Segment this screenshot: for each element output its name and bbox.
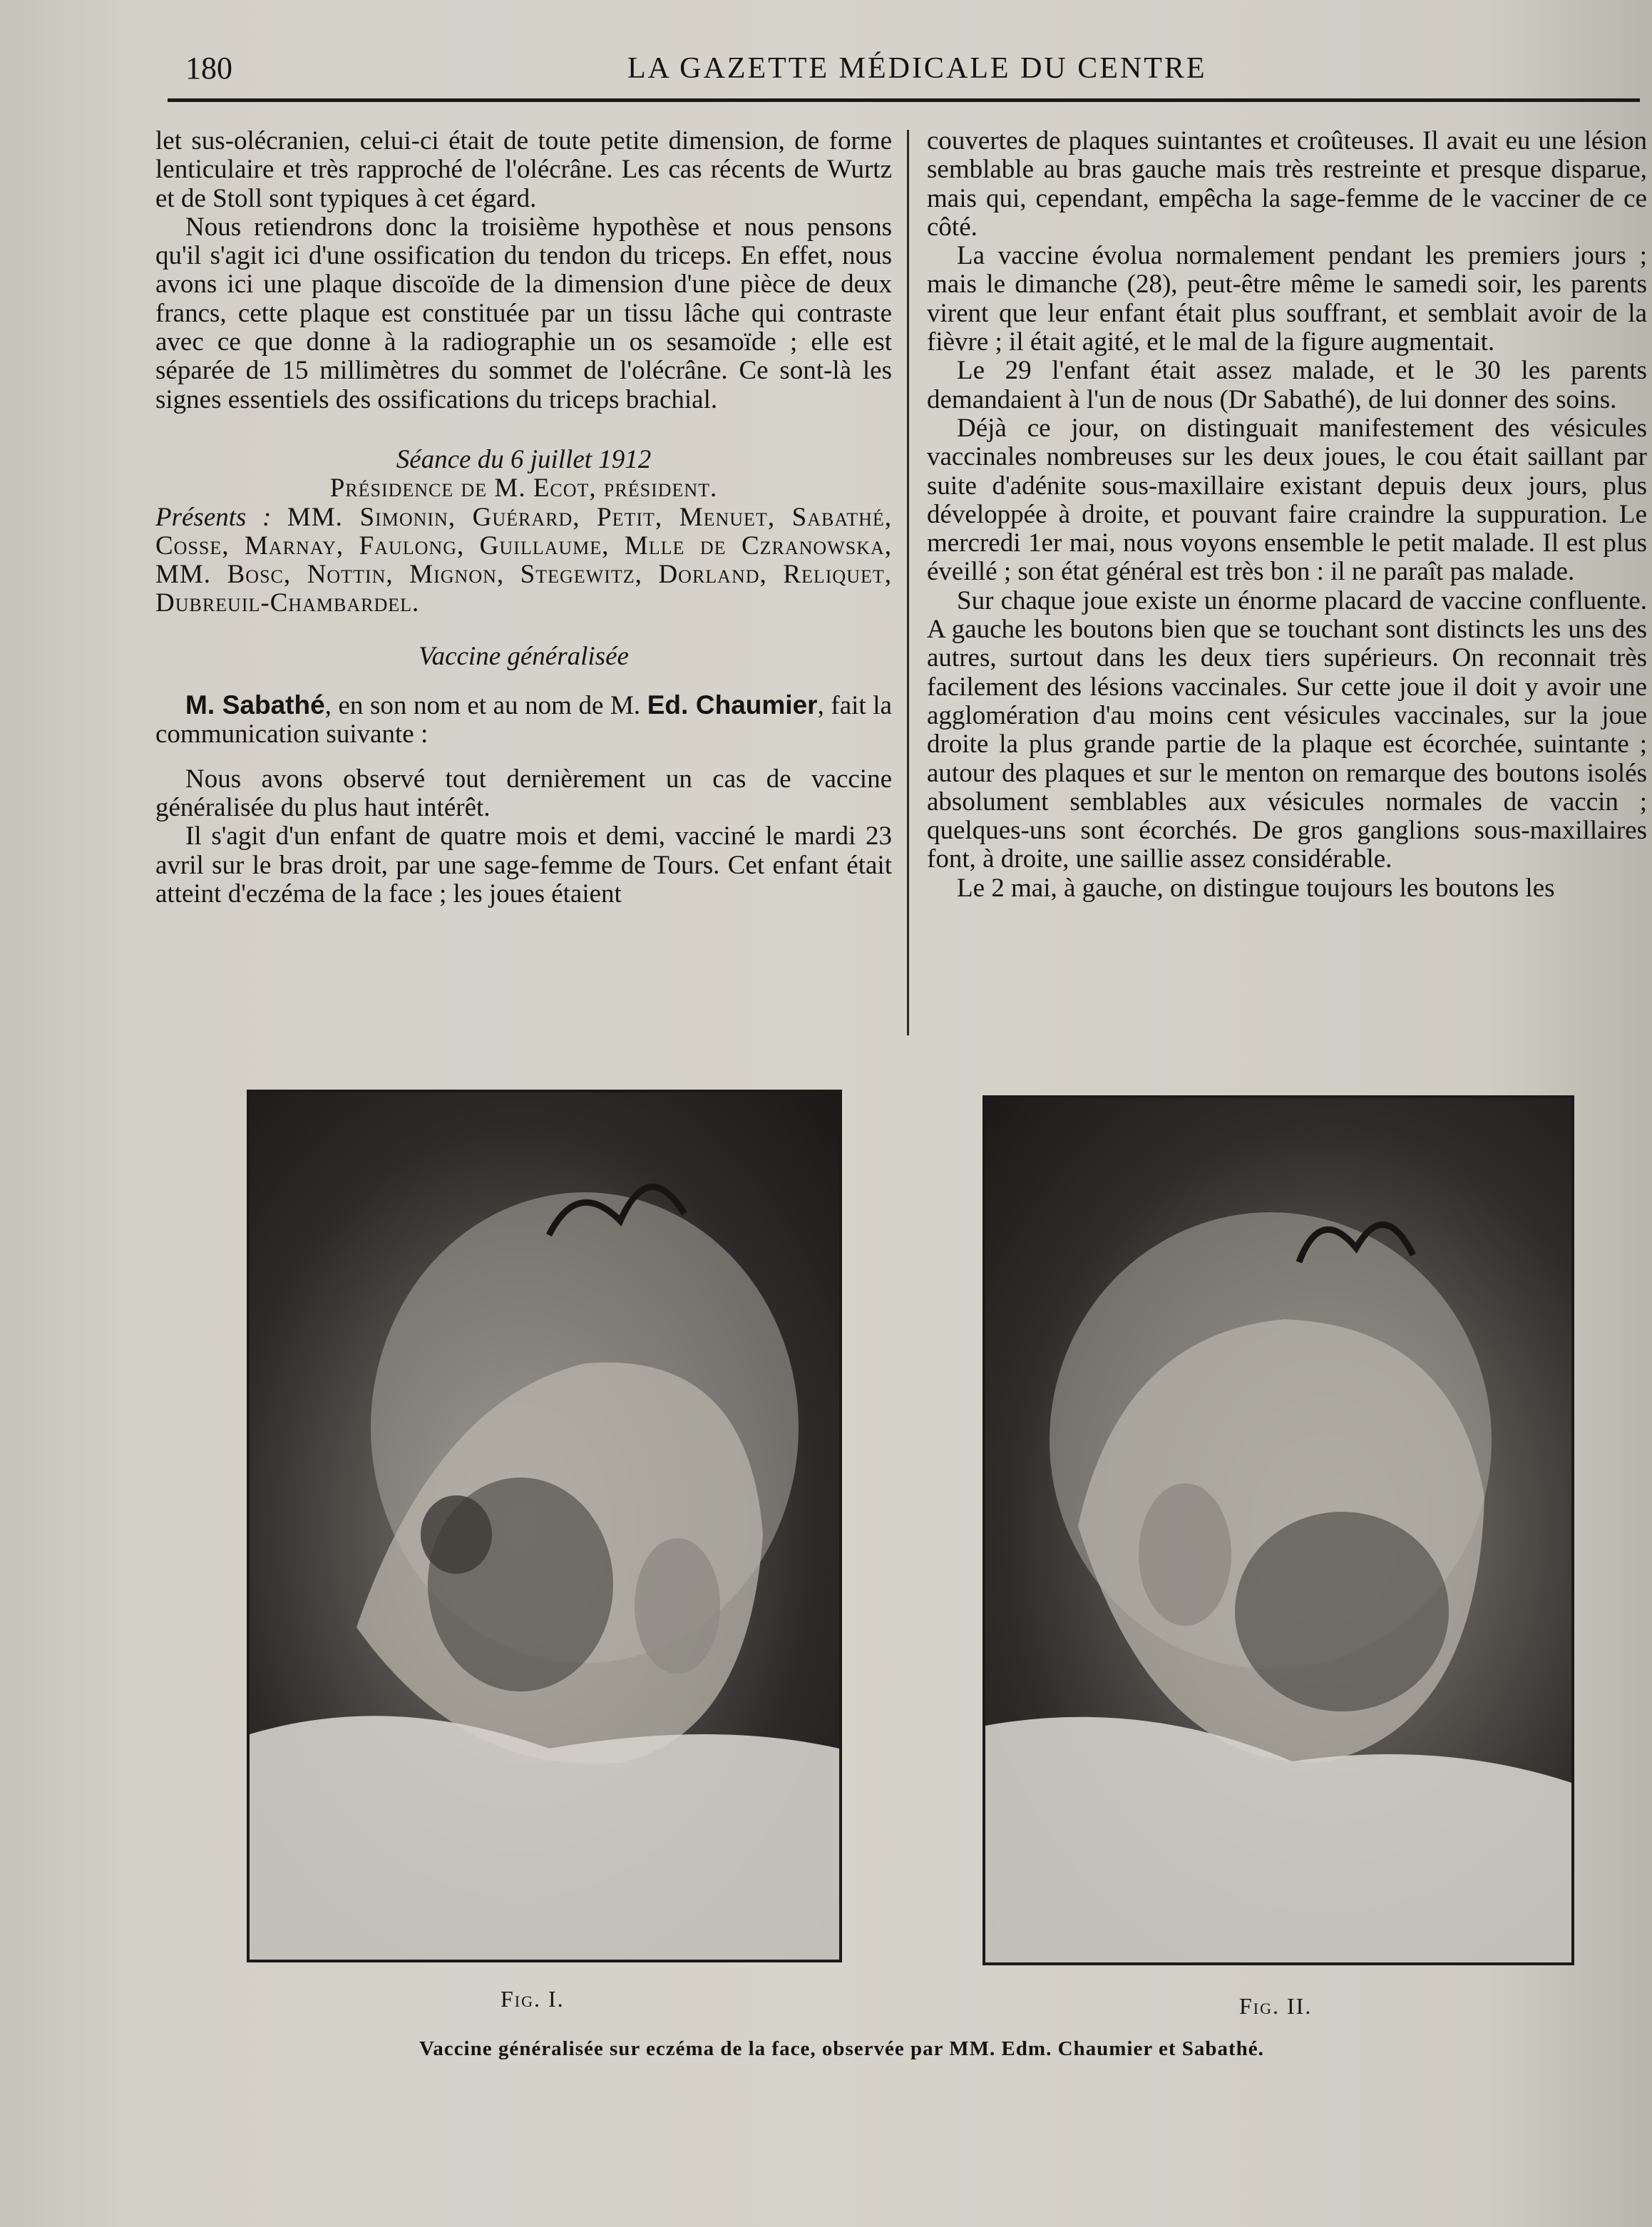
figure-2-label: Fig. II. [1239,1993,1313,2019]
paragraph: couvertes de plaques suintantes et croûteuses. Il avait eu une lésion semblable au bras gauche mais très restreinte et presque disparue, mais qui, cependant, empêcha la sage-femme de le vacciner de ce côté. [927,126,1647,242]
communication-intro [155,691,892,749]
figure-caption: Vaccine généralisée sur eczéma de la face, observée par MM. Edm. Chaumier et Sabathé. [419,2037,1264,2060]
right-column [927,127,1647,903]
intro-text: , en son nom et au nom de M. [324,691,647,721]
column-divider [907,130,909,1035]
running-title: LA GAZETTE MÉDICALE DU CENTRE [627,52,1207,85]
paragraph: Il s'agit d'un enfant de quatre mois et demi, vacciné le mardi 23 avril sur le bras droit, par une sage-femme de Tours. Cet enfant était atteint d'eczéma de la face ; les joues étaient [155,821,892,908]
paragraph: Sur chaque joue existe un énorme placard de vaccine confluente. A gauche les boutons bien que se touchant sont distincts les uns des autres, surtout dans les deux tiers supérieurs. On reconnait très facilement des lésions vaccinales. Sur cette joue il doit y avoir une agglomération d'au moins cent vésicules vaccinales, sur la joue droite la plus grande partie de la plaque est écorchée, suintante ; autour des plaques et sur le menton on remarque des boutons isolés absolument semblables aux vésicules normales de vaccin ; quelques-uns sont écorchés. De gros ganglions sous-maxillaires font, à droite, une saillie assez considérable. [927,585,1647,874]
figure-2-photo [983,1095,1574,1965]
paragraph: Déjà ce jour, on distinguait manifestement des vésicules vaccinales nombreuses sur les deux joues, le cou était saillant par suite d'adénite sous-maxillaire existant depuis deux jours, plus développée à droite, et pouvant faire craindre la suppuration. Le mercredi 1er mai, nous voyons ensemble le petit malade. Il est plus éveillé ; son état général est très bon : il ne paraît pas malade. [927,413,1647,587]
paragraph: Le 2 mai, à gauche, on distingue toujours les boutons les [957,873,1555,903]
seance-title: Séance du 6 juillet 1912 [396,444,652,474]
infant-profile-right-illustration [985,1098,1571,1962]
figure-1-photo [247,1090,842,1962]
presents-names: MM. Simonin, Guérard, Petit, Menuet, Sabathé, Cosse, Marnay, Faulong, Guillaume, Mlle de Czranowska, MM. Bosc, Nottin, Mignon, Stegewitz, Dorland, Reliquet, Dubreuil-Chambardel. [155,502,893,618]
author-name: M. Sabathé [185,690,325,720]
paragraph: Nous avons observé tout dernièrement un cas de vaccine généralisée du plus haut intérêt. [155,764,892,822]
figure-1-label: Fig. I. [501,1986,565,2012]
paragraph: Nous retiendrons donc la troisième hypothèse et nous pensons qu'il s'agit ici d'une ossification du tendon du triceps. En effet, nous avons ici une plaque discoïde de la dimension d'une pièce de deux francs, cette plaque est constituée par un tissu lâche qui contraste avec ce que donne à la radiographie un os sesamoïde ; elle est séparée de 15 millimètres du sommet de l'olécrâne. Ce sont-là les signes essentiels des ossifications du triceps brachial. [155,212,892,414]
paragraph: La vaccine évolua normalement pendant les premiers jours ; mais le dimanche (28), peut-être même le samedi soir, les parents virent que leur enfant était plus souffrant, et semblait avoir de la fièvre ; il était agité, et le mal de la figure augmentait. [927,241,1647,357]
left-column [155,127,892,908]
intro-text: , fait la communication suivante : [155,691,892,749]
section-title: Vaccine généralisée [419,641,629,671]
page-number: 180 [185,51,232,86]
paragraph: Le 29 l'enfant était assez malade, et le 30 les parents demandaient à l'un de nous (Dr Sabathé), de lui donner des soins. [927,356,1647,414]
header-rule [168,98,1640,102]
paragraph: let sus-olécranien, celui-ci était de toute petite dimension, de forme lenticulaire et très rapproché de l'olécrâne. Les cas récents de Wurtz et de Stoll sont typiques à cet égard. [155,126,892,213]
presidence-line: Présidence de M. Ecot, président. [329,473,718,503]
infant-profile-left-illustration [250,1092,839,1960]
presents-label: Présents : [155,502,272,532]
presents-list [155,503,892,618]
page-header [164,44,1626,94]
author-name: Ed. Chaumier [647,690,818,720]
